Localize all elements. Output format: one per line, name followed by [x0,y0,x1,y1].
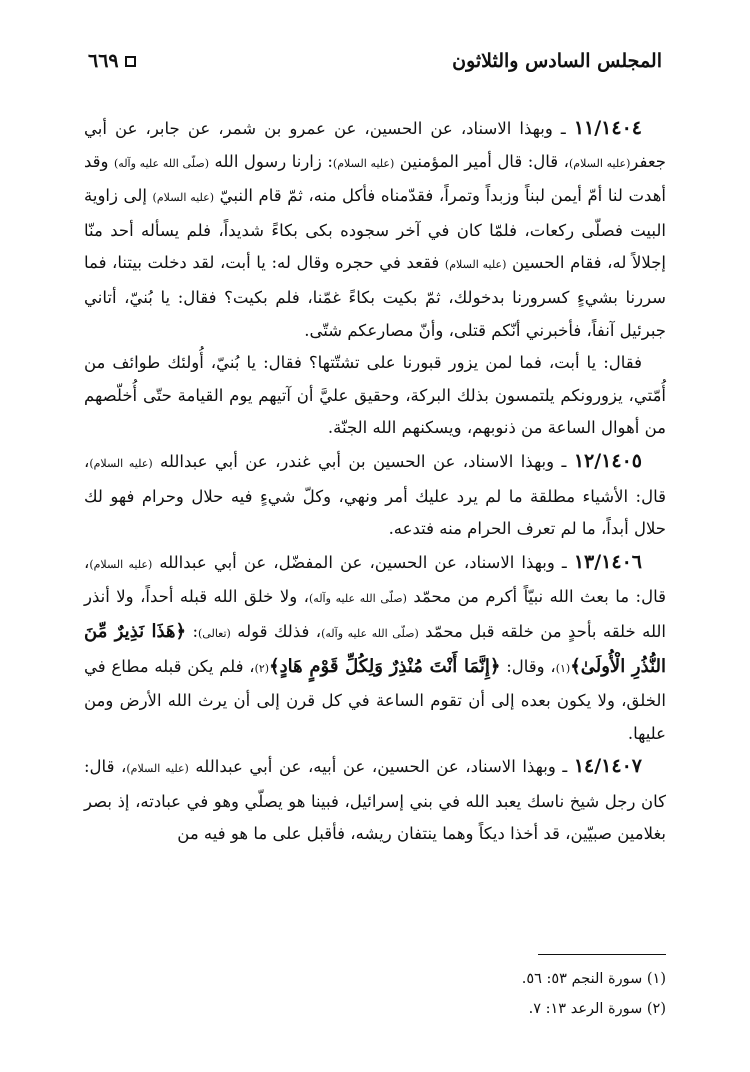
paragraph-p4 [84,546,666,751]
footnote-1: (١) سورة النجم ٥٣: ٥٦. [521,971,666,987]
honorific-note: (صلّى الله عليه وآله) [309,592,407,606]
text-segment: ـ وبهذا الاسناد، عن الحسين، عن المفضّل، عن أبي عبدالله [152,552,574,572]
honorific-note: (تعالى) [198,626,231,640]
text-segment: فقعد في حجره وقال له: يا أبت، لقد دخلت بيتنا، فما سررنا بشيءٍ كسرورنا بدخولك، ثمّ بكيت بكاءً غمّنا، فلم بكيت؟ فقال: يا بُنيّ، أتاني جبرئيل آنفاً، فأخبرني أنّكم قتلى، وأنّ مصارعكم شتّى. [84,253,666,340]
text-segment: ، قال: كان رجل شيخ ناسك يعبد الله في بني إسرائيل، فبينا هو يصلّي وهو في عبادته، إذ بصر بغلامين صبيّين، قد أخذا ديكاً وهما ينتفان ريشه، فأقبل على ما هو فيه من [84,757,666,844]
quran-verse: ﴿هَذَا نَذِيرٌ مِّنَ النُّذُرِ الْأُولَىٰ﴾ [84,620,666,677]
honorific-note: (٢) [254,661,270,675]
paragraph-p5 [84,750,666,851]
text-segment: : زارنا رسول الله [209,151,333,171]
honorific-note: (عليه السلام) [444,258,507,272]
page-number: ٦٦٩ [88,50,119,72]
paragraph-p1 [84,112,666,347]
page-number-block [88,50,136,72]
text-segment: ، قال: الأشياء مطلقة ما لم يرد عليك أمر ونهي، وكلّ شيءٍ فيه حلال وحرام فهو لك حلال أبداً، ما لم تعرف الحرام منه فتدعه. [84,451,666,539]
text-segment: فقال: يا أبت، فما لمن يزور قبورنا على تشتّتها؟ فقال: يا بُنيّ، أُولئك طوائف من أُمّتي، يزورونكم يلتمسون بذلك البركة، وحقيق عليَّ أن آتيهم يوم القيامة حتّى أُخلّصهم من أهوال الساعة من ذنوبهم، ويسكنهم الله الجنّة. [84,353,666,438]
footnotes [84,964,666,1024]
page-header [88,44,662,78]
footnote-2: (٢) سورة الرعد ١٣: ٧. [528,1001,666,1017]
text-segment: ـ وبهذا الاسناد، عن الحسين، عن عمرو بن شمر، عن جابر، عن أبي جعفر [84,119,666,171]
hadith-number: ١٤/١٤٠٧ [573,755,642,778]
text-segment: إلى زاوية البيت فصلّى ركعات، فلمّا كان في آخر سجوده بكى بكاءً شديداً، فلم يسأله أحد منّا إجلالاً له، فقام الحسين [84,186,666,273]
honorific-note: (عليه السلام) [126,762,189,776]
honorific-note: (عليه السلام) [569,156,631,170]
chapter-title: المجلس السادس والثلاثون [452,50,662,72]
hadith-number: ١٣/١٤٠٦ [573,550,642,573]
text-segment: ـ وبهذا الاسناد، عن الحسين، عن أبيه، عن أبي عبدالله [188,757,574,777]
text-segment: : [186,621,199,641]
page-body [84,112,666,851]
honorific-note: (عليه السلام) [89,557,153,571]
text-segment: ، قال: ما بعث الله نبيّاً أكرم من محمّد [84,552,666,607]
text-segment: ، ولا خلق الله قبله أحداً، ولا أنذر الله خلقه بأحدٍ من خلقه قبل محمّد [84,587,667,641]
text-segment: ، قال: قال أمير المؤمنين [394,151,570,171]
square-icon [125,56,136,67]
footnote-divider [538,954,666,955]
hadith-number: ١٢/١٤٠٥ [573,449,642,472]
paragraph-p2 [84,347,666,445]
honorific-note: (١) [555,661,571,675]
hadith-number: ١١/١٤٠٤ [573,117,642,139]
honorific-note: (عليه السلام) [332,156,395,170]
paragraph-p3 [84,445,666,546]
honorific-note: (عليه السلام) [152,191,214,205]
quran-verse: ﴿إِنَّمَا أَنْتَ مُنْذِرٌ وَلِكُلِّ قَوْمٍ هَادٍ﴾ [269,655,501,677]
honorific-note: (صلّى الله عليه وآله) [321,626,419,640]
text-segment: ـ وبهذا الاسناد، عن الحسين بن أبي غندر، عن أبي عبدالله [152,451,574,471]
text-segment: ، فلم يكن قبله مطاع في الخلق، ولا يكون بعده إلى أن تقوم الساعة في كل قرن إلى أن يرث الله الأرض ومن عليها. [84,656,666,743]
text-segment: ، وقال: [500,656,556,676]
honorific-note: (عليه السلام) [89,456,153,470]
text-segment: ، فذلك قوله [230,621,322,641]
text-segment: وقد أهدت لنا أمّ أيمن لبناً وزبداً وتمراً، فقدّمناه فأكل منه، ثمّ قام النبيّ [84,151,666,206]
honorific-note: (صلّى الله عليه وآله) [114,156,209,170]
